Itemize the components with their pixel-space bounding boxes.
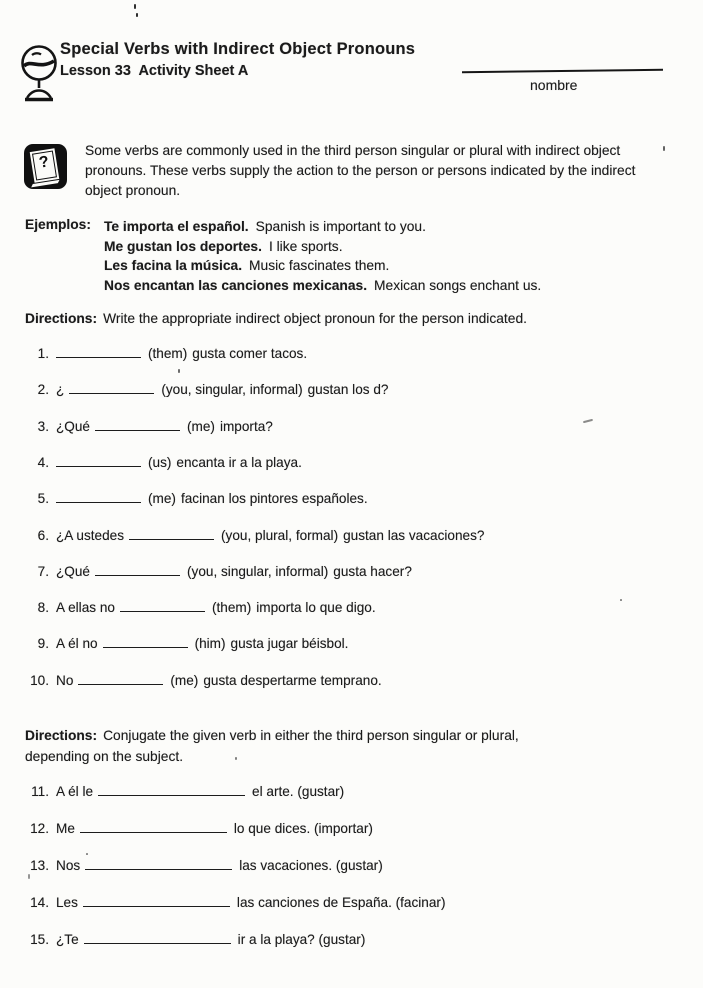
answer-blank [69,382,154,394]
answer-blank [95,564,180,576]
scan-speck [235,757,237,760]
item-number: 9. [37,636,49,652]
item-number: 4. [37,454,49,470]
item-pre-text: ¿A ustedes [56,527,125,543]
item-text: el arte. (gustar) [252,784,345,799]
item-pre-text: ¿Qué [56,563,90,579]
item-number: 7. [37,563,49,579]
intro-line: pronouns. These verbs supply the action to the person or persons indicated by the indirect [85,163,636,178]
item-pre-text: Me [56,821,75,836]
answer-blank [56,455,141,467]
item-pre-text: Nos [56,858,81,873]
item-number: 5. [37,491,49,507]
answer-blank [120,600,205,612]
item-pre-text: A él no [56,636,98,652]
person-hint: (you, singular, informal) [187,563,329,579]
answer-blank [56,491,141,503]
answer-blank [56,346,141,358]
directions-label: Directions: [25,728,98,743]
item-text: lo que dices. (importar) [233,821,373,836]
item-text: gusta despertarme temprano. [203,672,382,688]
example-english: Spanish is important to you. [255,219,426,234]
person-hint: (you, plural, formal) [221,527,339,543]
exercise-item-12 [20,821,373,836]
item-number: 3. [37,418,49,434]
exercise-item-7 [24,564,412,579]
scan-speck [178,369,180,373]
item-text: ir a la playa? (gustar) [237,932,366,947]
item-pre-text: ¿Te [56,932,79,947]
person-hint: (them) [148,346,188,361]
example-spanish: Me gustan los deportes. [104,238,262,254]
item-text: las vacaciones. (gustar) [239,858,383,873]
example-spanish: Te importa el español. [104,219,249,234]
book-glyph [30,148,60,183]
exercise-item-9 [24,636,348,651]
intro-line: object pronoun. [85,183,181,198]
answer-blank [78,673,163,685]
example-row [104,276,541,296]
item-number: 13. [30,858,49,873]
item-number: 8. [37,600,49,616]
exercise-item-15 [20,932,365,947]
item-number: 15. [30,932,49,947]
item-number: 14. [30,895,49,910]
person-hint: (you, singular, informal) [161,382,303,398]
example-row [104,237,541,257]
item-text: gusta comer tacos. [192,346,308,361]
answer-blank [85,858,232,870]
scan-speck [583,419,593,423]
example-english: Mexican songs enchant us. [374,277,542,293]
answer-blank [98,784,245,796]
directions-2 [25,725,519,767]
page-title: Special Verbs with Indirect Object Pronouns [60,40,416,58]
exercise-item-11 [20,784,344,799]
exercise-item-3 [24,419,273,434]
item-pre-text: A ellas no [56,600,115,616]
person-hint: (me) [170,672,199,688]
exercise-item-8 [24,600,376,615]
exercise-item-2 [24,382,388,397]
item-number: 6. [37,527,49,543]
item-text: las canciones de España. (facinar) [236,895,446,910]
item-number: 2. [37,382,49,398]
item-pre-text: ¿ [56,382,65,398]
globe-icon [19,42,59,106]
name-label: nombre [530,77,578,93]
exercise-item-6 [24,528,484,543]
exercise-item-13 [20,858,383,873]
item-number: 11. [31,784,49,799]
question-book-icon [24,144,67,189]
directions-label: Directions: [25,311,98,326]
directions-line: depending on the subject. [25,749,184,764]
answer-blank [129,528,214,540]
item-pre-text: No [56,672,74,688]
answer-blank [95,419,180,431]
exercise-item-14 [20,895,445,910]
person-hint: (us) [148,454,172,470]
exercise-item-1 [24,346,307,361]
example-row [104,217,541,237]
question-mark-glyph: ? [37,153,51,172]
scan-speck [28,874,30,879]
item-pre-text: ¿Qué [56,418,90,434]
item-pre-text: A él le [56,784,94,799]
example-english: I like sports. [268,238,343,254]
directions-1 [25,311,527,326]
directions-line [25,725,519,746]
item-text: facinan los pintores españoles. [180,491,368,507]
example-spanish: Les facina la música. [104,258,243,274]
scan-speck [86,853,88,855]
directions-text: Write the appropriate indirect object pronoun for the person indicated. [103,311,527,326]
intro-line: Some verbs are commonly used in the third person singular or plural with indirect object [85,143,621,158]
scan-speck [620,599,622,601]
person-hint: (him) [194,636,226,652]
scan-speck [663,146,665,151]
answer-blank [83,895,230,907]
person-hint: (me) [187,418,215,434]
name-blank-line [462,69,663,73]
ejemplos-label: Ejemplos: [25,217,91,232]
person-hint: (them) [211,600,252,616]
answer-blank [84,932,231,944]
answer-blank [80,821,227,833]
item-text: gusta jugar béisbol. [230,636,349,652]
answer-blank [103,636,188,648]
item-text: encanta ir a la playa. [176,454,302,470]
item-text: gusta hacer? [333,563,412,579]
exercise-item-4 [24,455,302,470]
scan-speck [134,4,136,9]
item-text: importa lo que digo. [256,600,376,616]
item-number: 1. [37,346,49,361]
intro-paragraph [85,141,635,201]
example-row [104,256,541,276]
example-english: Music fascinates them. [249,258,390,274]
directions-text: Conjugate the given verb in either the third person singular or plural, [103,728,519,743]
exercise-item-10 [24,673,382,688]
item-text: gustan las vacaciones? [343,527,485,543]
item-text: importa? [219,418,273,434]
item-number: 12. [30,821,49,836]
item-text: gustan los d? [307,382,389,398]
lesson-subtitle: Lesson 33 Activity Sheet A [60,63,249,79]
ejemplos-list [104,217,541,295]
item-pre-text: Les [56,895,78,910]
person-hint: (me) [148,491,176,507]
scan-speck [136,13,138,17]
exercise-item-5 [24,491,368,506]
item-number: 10. [30,672,49,688]
example-spanish: Nos encantan las canciones mexicanas. [104,277,368,293]
